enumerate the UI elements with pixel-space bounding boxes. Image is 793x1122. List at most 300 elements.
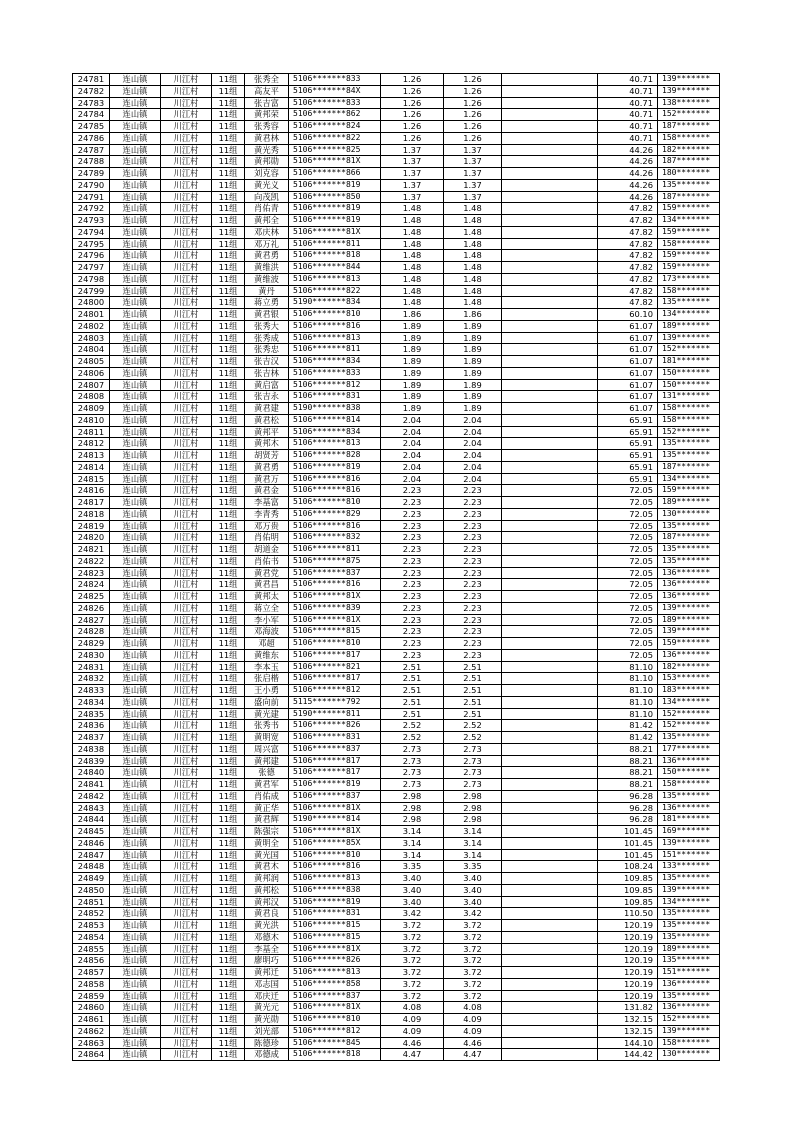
town-cell: 连山镇 — [110, 802, 161, 814]
table-row — [73, 1025, 720, 1037]
area-cell: 2.52 — [381, 732, 444, 744]
name-cell: 黄丹 — [245, 285, 289, 297]
area-cell: 2.04 — [381, 461, 444, 473]
area-cell: 1.89 — [381, 332, 444, 344]
group-cell: 11组 — [212, 579, 245, 591]
group-cell: 11组 — [212, 238, 245, 250]
blank-cell — [502, 320, 598, 332]
name-cell: 张吉富 — [245, 97, 289, 109]
blank-cell — [502, 626, 598, 638]
area-confirmed-cell: 2.23 — [444, 544, 502, 556]
area-confirmed-cell: 2.98 — [444, 814, 502, 826]
area-confirmed-cell: 1.89 — [444, 332, 502, 344]
id-number-cell: 5106*******833 — [289, 367, 381, 379]
phone-cell: 189******* — [658, 497, 720, 509]
area-cell: 3.72 — [381, 978, 444, 990]
amount-cell: 88.21 — [598, 767, 658, 779]
id-number-cell: 5106*******831 — [289, 732, 381, 744]
group-cell: 11组 — [212, 720, 245, 732]
name-cell: 邓万贵 — [245, 520, 289, 532]
blank-cell — [502, 955, 598, 967]
id-number-cell: 5106*******81X — [289, 943, 381, 955]
name-cell: 黄君松 — [245, 414, 289, 426]
area-confirmed-cell: 2.04 — [444, 426, 502, 438]
town-cell: 连山镇 — [110, 626, 161, 638]
phone-cell: 152******* — [658, 344, 720, 356]
amount-cell: 120.19 — [598, 990, 658, 1002]
village-cell: 川江村 — [161, 379, 212, 391]
blank-cell — [502, 908, 598, 920]
name-cell: 黄君万 — [245, 473, 289, 485]
blank-cell — [502, 191, 598, 203]
blank-cell — [502, 203, 598, 215]
group-cell: 11组 — [212, 438, 245, 450]
amount-cell: 120.19 — [598, 931, 658, 943]
village-cell: 川江村 — [161, 121, 212, 133]
phone-cell: 150******* — [658, 767, 720, 779]
amount-cell: 65.91 — [598, 426, 658, 438]
phone-cell: 136******* — [658, 978, 720, 990]
amount-cell: 72.05 — [598, 532, 658, 544]
village-cell: 川江村 — [161, 109, 212, 121]
area-cell: 1.37 — [381, 144, 444, 156]
blank-cell — [502, 755, 598, 767]
blank-cell — [502, 767, 598, 779]
blank-cell — [502, 1025, 598, 1037]
id-number-cell: 5106*******819 — [289, 203, 381, 215]
table-row — [73, 720, 720, 732]
table-row — [73, 238, 720, 250]
phone-cell: 139******* — [658, 884, 720, 896]
blank-cell — [502, 74, 598, 86]
name-cell: 邓海波 — [245, 626, 289, 638]
amount-cell: 96.28 — [598, 814, 658, 826]
amount-cell: 47.82 — [598, 262, 658, 274]
name-cell: 张吉林 — [245, 367, 289, 379]
name-cell: 李基全 — [245, 943, 289, 955]
area-cell: 2.23 — [381, 591, 444, 603]
area-confirmed-cell: 2.98 — [444, 790, 502, 802]
phone-cell: 135******* — [658, 920, 720, 932]
row-index-cell: 24836 — [73, 720, 110, 732]
blank-cell — [502, 520, 598, 532]
area-cell: 2.23 — [381, 555, 444, 567]
phone-cell: 139******* — [658, 332, 720, 344]
area-cell: 2.51 — [381, 673, 444, 685]
row-index-cell: 24823 — [73, 567, 110, 579]
area-confirmed-cell: 1.48 — [444, 250, 502, 262]
village-cell: 川江村 — [161, 414, 212, 426]
village-cell: 川江村 — [161, 450, 212, 462]
area-confirmed-cell: 2.04 — [444, 438, 502, 450]
blank-cell — [502, 544, 598, 556]
name-cell: 盛向前 — [245, 696, 289, 708]
area-confirmed-cell: 2.73 — [444, 755, 502, 767]
blank-cell — [502, 367, 598, 379]
amount-cell: 61.07 — [598, 320, 658, 332]
phone-cell: 134******* — [658, 309, 720, 321]
phone-cell: 181******* — [658, 814, 720, 826]
blank-cell — [502, 297, 598, 309]
area-cell: 3.72 — [381, 943, 444, 955]
id-number-cell: 5106*******838 — [289, 884, 381, 896]
amount-cell: 120.19 — [598, 920, 658, 932]
blank-cell — [502, 602, 598, 614]
row-index-cell: 24781 — [73, 74, 110, 86]
area-cell: 2.52 — [381, 720, 444, 732]
group-cell: 11组 — [212, 203, 245, 215]
town-cell: 连山镇 — [110, 191, 161, 203]
amount-cell: 40.71 — [598, 85, 658, 97]
amount-cell: 81.10 — [598, 673, 658, 685]
group-cell: 11组 — [212, 297, 245, 309]
town-cell: 连山镇 — [110, 273, 161, 285]
phone-cell: 135******* — [658, 438, 720, 450]
phone-cell: 138******* — [658, 97, 720, 109]
area-confirmed-cell: 2.23 — [444, 508, 502, 520]
town-cell: 连山镇 — [110, 943, 161, 955]
id-number-cell: 5106*******834 — [289, 356, 381, 368]
area-cell: 2.23 — [381, 532, 444, 544]
area-confirmed-cell: 1.48 — [444, 226, 502, 238]
row-index-cell: 24796 — [73, 250, 110, 262]
amount-cell: 120.19 — [598, 955, 658, 967]
area-cell: 2.04 — [381, 414, 444, 426]
id-number-cell: 5190*******834 — [289, 297, 381, 309]
name-cell: 邓德成 — [245, 1049, 289, 1061]
town-cell: 连山镇 — [110, 121, 161, 133]
blank-cell — [502, 732, 598, 744]
blank-cell — [502, 943, 598, 955]
id-number-cell: 5106*******81X — [289, 1002, 381, 1014]
village-cell: 川江村 — [161, 649, 212, 661]
id-number-cell: 5106*******837 — [289, 743, 381, 755]
row-index-cell: 24828 — [73, 626, 110, 638]
phone-cell: 153******* — [658, 673, 720, 685]
village-cell: 川江村 — [161, 1002, 212, 1014]
group-cell: 11组 — [212, 168, 245, 180]
amount-cell: 44.26 — [598, 179, 658, 191]
town-cell: 连山镇 — [110, 884, 161, 896]
phone-cell: 135******* — [658, 790, 720, 802]
id-number-cell: 5106*******845 — [289, 1037, 381, 1049]
table-row — [73, 262, 720, 274]
table-row — [73, 767, 720, 779]
amount-cell: 81.10 — [598, 708, 658, 720]
name-cell: 黄光勋 — [245, 1014, 289, 1026]
blank-cell — [502, 461, 598, 473]
name-cell: 张启楷 — [245, 673, 289, 685]
area-cell: 3.72 — [381, 955, 444, 967]
id-number-cell: 5106*******815 — [289, 931, 381, 943]
phone-cell: 158******* — [658, 779, 720, 791]
row-index-cell: 24811 — [73, 426, 110, 438]
area-confirmed-cell: 1.89 — [444, 403, 502, 415]
area-cell: 2.23 — [381, 649, 444, 661]
group-cell: 11组 — [212, 955, 245, 967]
row-index-cell: 24800 — [73, 297, 110, 309]
area-cell: 1.89 — [381, 379, 444, 391]
table-row — [73, 426, 720, 438]
area-confirmed-cell: 4.09 — [444, 1014, 502, 1026]
area-confirmed-cell: 2.51 — [444, 696, 502, 708]
village-cell: 川江村 — [161, 990, 212, 1002]
phone-cell: 134******* — [658, 473, 720, 485]
blank-cell — [502, 649, 598, 661]
area-confirmed-cell: 1.37 — [444, 144, 502, 156]
name-cell: 陈德珍 — [245, 1037, 289, 1049]
table-row — [73, 790, 720, 802]
name-cell: 廖明巧 — [245, 955, 289, 967]
area-confirmed-cell: 2.51 — [444, 685, 502, 697]
id-number-cell: 5106*******844 — [289, 262, 381, 274]
town-cell: 连山镇 — [110, 849, 161, 861]
row-index-cell: 24860 — [73, 1002, 110, 1014]
area-confirmed-cell: 1.89 — [444, 344, 502, 356]
blank-cell — [502, 978, 598, 990]
village-cell: 川江村 — [161, 438, 212, 450]
id-number-cell: 5106*******829 — [289, 508, 381, 520]
id-number-cell: 5106*******812 — [289, 1025, 381, 1037]
village-cell: 川江村 — [161, 591, 212, 603]
phone-cell: 139******* — [658, 85, 720, 97]
town-cell: 连山镇 — [110, 485, 161, 497]
name-cell: 李小军 — [245, 614, 289, 626]
group-cell: 11组 — [212, 685, 245, 697]
area-cell: 1.48 — [381, 215, 444, 227]
blank-cell — [502, 861, 598, 873]
group-cell: 11组 — [212, 614, 245, 626]
area-confirmed-cell: 2.52 — [444, 732, 502, 744]
row-index-cell: 24859 — [73, 990, 110, 1002]
village-cell: 川江村 — [161, 638, 212, 650]
town-cell: 连山镇 — [110, 74, 161, 86]
area-confirmed-cell: 2.98 — [444, 802, 502, 814]
row-index-cell: 24855 — [73, 943, 110, 955]
phone-cell: 150******* — [658, 367, 720, 379]
id-number-cell: 5106*******813 — [289, 273, 381, 285]
table-row — [73, 908, 720, 920]
village-cell: 川江村 — [161, 74, 212, 86]
id-number-cell: 5106*******811 — [289, 344, 381, 356]
village-cell: 川江村 — [161, 461, 212, 473]
row-index-cell: 24818 — [73, 508, 110, 520]
name-cell: 肖佑明 — [245, 532, 289, 544]
area-cell: 1.89 — [381, 391, 444, 403]
amount-cell: 132.15 — [598, 1014, 658, 1026]
amount-cell: 61.07 — [598, 356, 658, 368]
row-index-cell: 24822 — [73, 555, 110, 567]
blank-cell — [502, 567, 598, 579]
row-index-cell: 24788 — [73, 156, 110, 168]
table-row — [73, 1037, 720, 1049]
group-cell: 11组 — [212, 544, 245, 556]
town-cell: 连山镇 — [110, 215, 161, 227]
phone-cell: 130******* — [658, 1049, 720, 1061]
row-index-cell: 24858 — [73, 978, 110, 990]
area-confirmed-cell: 1.26 — [444, 132, 502, 144]
area-cell: 1.26 — [381, 85, 444, 97]
town-cell: 连山镇 — [110, 920, 161, 932]
table-row — [73, 297, 720, 309]
blank-cell — [502, 837, 598, 849]
name-cell: 张秀书 — [245, 720, 289, 732]
area-confirmed-cell: 3.14 — [444, 837, 502, 849]
phone-cell: 136******* — [658, 755, 720, 767]
village-cell: 川江村 — [161, 579, 212, 591]
group-cell: 11组 — [212, 837, 245, 849]
blank-cell — [502, 97, 598, 109]
area-cell: 2.04 — [381, 450, 444, 462]
row-index-cell: 24842 — [73, 790, 110, 802]
group-cell: 11组 — [212, 426, 245, 438]
phone-cell: 177******* — [658, 743, 720, 755]
area-confirmed-cell: 2.23 — [444, 485, 502, 497]
table-body — [73, 74, 720, 1061]
group-cell: 11组 — [212, 990, 245, 1002]
phone-cell: 158******* — [658, 403, 720, 415]
blank-cell — [502, 884, 598, 896]
blank-cell — [502, 132, 598, 144]
table-row — [73, 285, 720, 297]
phone-cell: 187******* — [658, 532, 720, 544]
area-confirmed-cell: 2.23 — [444, 602, 502, 614]
table-row — [73, 626, 720, 638]
amount-cell: 120.19 — [598, 978, 658, 990]
row-index-cell: 24820 — [73, 532, 110, 544]
amount-cell: 132.15 — [598, 1025, 658, 1037]
amount-cell: 96.28 — [598, 802, 658, 814]
group-cell: 11组 — [212, 450, 245, 462]
table-row — [73, 121, 720, 133]
name-cell: 肖佑成 — [245, 790, 289, 802]
table-row — [73, 461, 720, 473]
row-index-cell: 24819 — [73, 520, 110, 532]
name-cell: 黄光元 — [245, 1002, 289, 1014]
id-number-cell: 5106*******837 — [289, 567, 381, 579]
town-cell: 连山镇 — [110, 837, 161, 849]
area-confirmed-cell: 4.47 — [444, 1049, 502, 1061]
table-row — [73, 168, 720, 180]
amount-cell: 109.85 — [598, 873, 658, 885]
village-cell: 川江村 — [161, 1025, 212, 1037]
row-index-cell: 24843 — [73, 802, 110, 814]
amount-cell: 88.21 — [598, 743, 658, 755]
amount-cell: 47.82 — [598, 250, 658, 262]
area-confirmed-cell: 1.48 — [444, 297, 502, 309]
table-row — [73, 579, 720, 591]
id-number-cell: 5106*******822 — [289, 132, 381, 144]
table-row — [73, 967, 720, 979]
area-cell: 1.86 — [381, 309, 444, 321]
name-cell: 黄维洪 — [245, 262, 289, 274]
id-number-cell: 5106*******834 — [289, 426, 381, 438]
id-number-cell: 5106*******831 — [289, 908, 381, 920]
name-cell: 黄君木 — [245, 861, 289, 873]
blank-cell — [502, 238, 598, 250]
amount-cell: 72.05 — [598, 626, 658, 638]
name-cell: 邓庆迁 — [245, 990, 289, 1002]
name-cell: 胡道金 — [245, 544, 289, 556]
area-confirmed-cell: 1.48 — [444, 238, 502, 250]
blank-cell — [502, 379, 598, 391]
area-confirmed-cell: 3.72 — [444, 990, 502, 1002]
village-cell: 川江村 — [161, 344, 212, 356]
table-row — [73, 861, 720, 873]
village-cell: 川江村 — [161, 1049, 212, 1061]
phone-cell: 152******* — [658, 720, 720, 732]
area-confirmed-cell: 2.23 — [444, 614, 502, 626]
row-index-cell: 24805 — [73, 356, 110, 368]
name-cell: 张秀忠 — [245, 344, 289, 356]
group-cell: 11组 — [212, 896, 245, 908]
phone-cell: 158******* — [658, 414, 720, 426]
group-cell: 11组 — [212, 1014, 245, 1026]
town-cell: 连山镇 — [110, 967, 161, 979]
town-cell: 连山镇 — [110, 156, 161, 168]
phone-cell: 135******* — [658, 544, 720, 556]
id-number-cell: 5106*******819 — [289, 896, 381, 908]
village-cell: 川江村 — [161, 790, 212, 802]
area-confirmed-cell: 2.23 — [444, 555, 502, 567]
amount-cell: 65.91 — [598, 461, 658, 473]
village-cell: 川江村 — [161, 873, 212, 885]
group-cell: 11组 — [212, 74, 245, 86]
phone-cell: 135******* — [658, 873, 720, 885]
area-cell: 3.40 — [381, 873, 444, 885]
phone-cell: 182******* — [658, 661, 720, 673]
village-cell: 川江村 — [161, 884, 212, 896]
table-row — [73, 179, 720, 191]
row-index-cell: 24851 — [73, 896, 110, 908]
name-cell: 黄正华 — [245, 802, 289, 814]
name-cell: 蒋立勇 — [245, 297, 289, 309]
row-index-cell: 24821 — [73, 544, 110, 556]
name-cell: 黄君勇 — [245, 461, 289, 473]
amount-cell: 65.91 — [598, 438, 658, 450]
blank-cell — [502, 685, 598, 697]
village-cell: 川江村 — [161, 403, 212, 415]
name-cell: 黄维波 — [245, 273, 289, 285]
table-row — [73, 403, 720, 415]
group-cell: 11组 — [212, 532, 245, 544]
name-cell: 黄明全 — [245, 837, 289, 849]
name-cell: 黄维东 — [245, 649, 289, 661]
area-confirmed-cell: 2.23 — [444, 579, 502, 591]
phone-cell: 152******* — [658, 109, 720, 121]
blank-cell — [502, 485, 598, 497]
village-cell: 川江村 — [161, 1014, 212, 1026]
table-row — [73, 849, 720, 861]
table-row — [73, 755, 720, 767]
village-cell: 川江村 — [161, 520, 212, 532]
phone-cell: 151******* — [658, 967, 720, 979]
id-number-cell: 5106*******837 — [289, 790, 381, 802]
row-index-cell: 24863 — [73, 1037, 110, 1049]
phone-cell: 139******* — [658, 74, 720, 86]
row-index-cell: 24798 — [73, 273, 110, 285]
village-cell: 川江村 — [161, 967, 212, 979]
row-index-cell: 24846 — [73, 837, 110, 849]
phone-cell: 136******* — [658, 802, 720, 814]
area-cell: 3.35 — [381, 861, 444, 873]
name-cell: 黄君良 — [245, 908, 289, 920]
row-index-cell: 24799 — [73, 285, 110, 297]
village-cell: 川江村 — [161, 297, 212, 309]
row-index-cell: 24785 — [73, 121, 110, 133]
name-cell: 黄明宽 — [245, 732, 289, 744]
table-row — [73, 391, 720, 403]
